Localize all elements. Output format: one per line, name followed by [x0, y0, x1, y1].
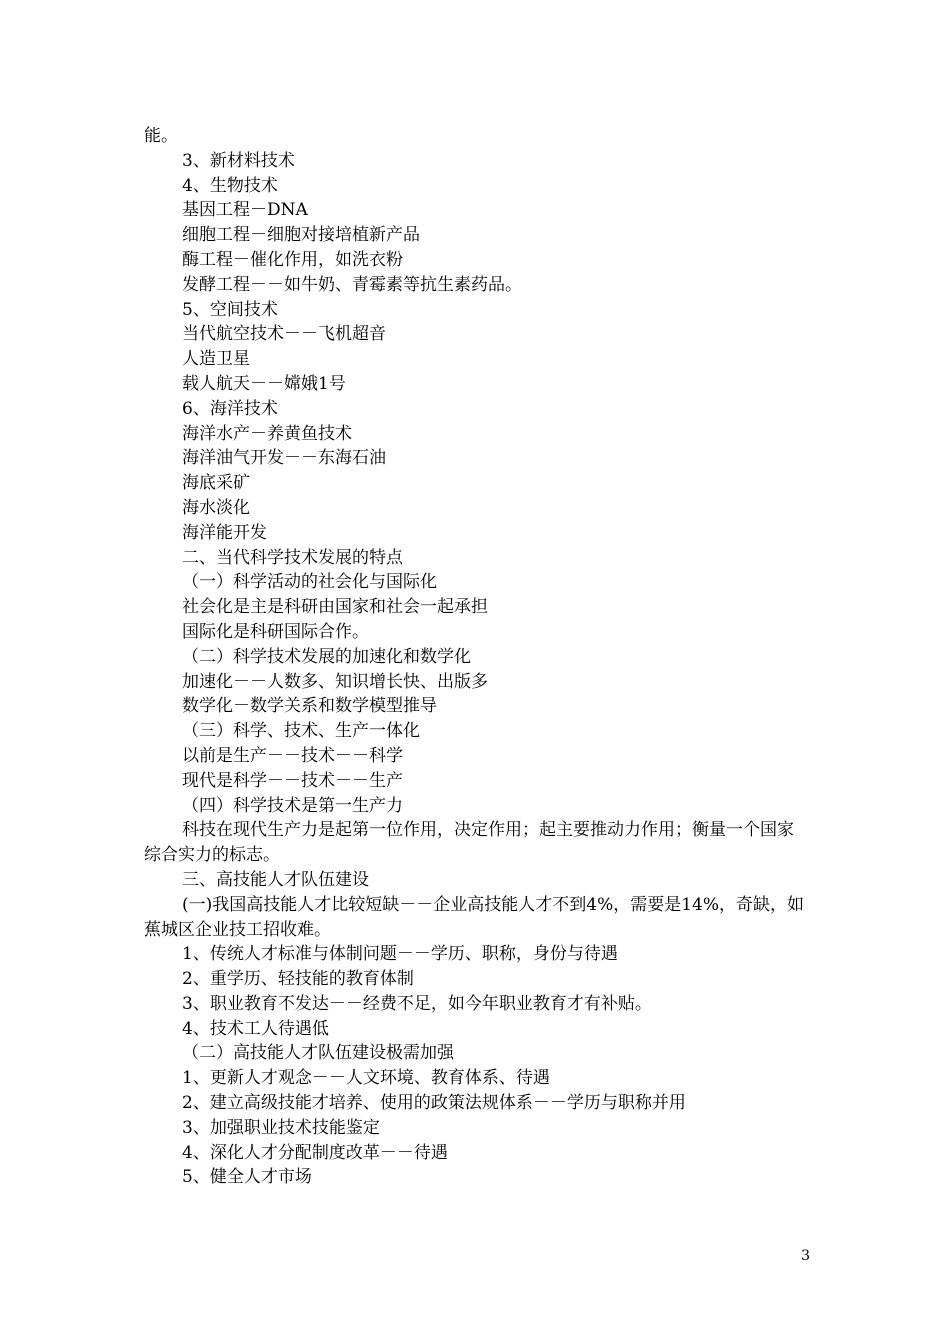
paragraph: 4、技术工人待遇低	[182, 1018, 329, 1039]
paragraph: 4、生物技术	[182, 175, 278, 196]
paragraph: 能。	[144, 126, 178, 146]
paragraph: 加速化－－人数多、知识增长快、出版多	[182, 671, 488, 692]
paragraph: 国际化是科研国际合作。	[182, 621, 369, 642]
paragraph: （二）高技能人才队伍建设极需加强	[182, 1043, 454, 1064]
paragraph: 5、空间技术	[182, 299, 278, 320]
paragraph: 社会化是主是科研由国家和社会一起承担	[182, 597, 488, 618]
paragraph: 3、新材料技术	[182, 150, 295, 171]
document-body	[144, 124, 806, 1190]
paragraph: 三、高技能人才队伍建设	[182, 869, 369, 890]
paragraph: 发酵工程－－如牛奶、青霉素等抗生素药品。	[182, 274, 522, 295]
paragraph: 海洋水产－养黄鱼技术	[182, 423, 352, 444]
paragraph: 基因工程－DNA	[182, 200, 308, 221]
paragraph: 6、海洋技术	[182, 398, 278, 419]
paragraph: 海底采矿	[182, 473, 250, 494]
paragraph: 当代航空技术－－飞机超音	[182, 324, 386, 345]
paragraph: （一）科学活动的社会化与国际化	[182, 572, 437, 593]
paragraph: 酶工程－催化作用，如洗衣粉	[182, 249, 403, 270]
paragraph: 海水淡化	[182, 497, 250, 518]
paragraph: 科技在现代生产力是起第一位作用，决定作用；起主要推动力作用；衡量一个国家综合实力的标志。	[144, 820, 794, 866]
paragraph: 二、当代科学技术发展的特点	[182, 547, 403, 568]
paragraph: 5、健全人才市场	[182, 1167, 312, 1188]
paragraph: 3、职业教育不发达－－经费不足，如今年职业教育才有补贴。	[182, 993, 652, 1014]
paragraph: 3、加强职业技术技能鉴定	[182, 1117, 380, 1138]
paragraph: 人造卫星	[182, 349, 250, 370]
paragraph: 细胞工程－细胞对接培植新产品	[182, 225, 420, 246]
paragraph: 海洋能开发	[182, 522, 267, 543]
paragraph: 载人航天－－嫦娥1号	[182, 373, 346, 394]
paragraph: 海洋油气开发－－东海石油	[182, 448, 386, 469]
paragraph: 以前是生产－－技术－－科学	[182, 745, 403, 766]
paragraph: (一)我国高技能人才比较短缺－－企业高技能人才不到4%，需要是14%，奇缺，如蕉城区企业技工招收难。	[144, 894, 805, 940]
paragraph: （二）科学技术发展的加速化和数学化	[182, 646, 471, 667]
paragraph: 2、建立高级技能才培养、使用的政策法规体系－－学历与职称并用	[182, 1093, 686, 1114]
page-number: 3	[801, 1248, 810, 1264]
paragraph: （四）科学技术是第一生产力	[182, 795, 403, 816]
paragraph: 1、传统人才标准与体制问题－－学历、职称，身份与待遇	[182, 944, 618, 965]
paragraph: 数学化－数学关系和数学模型推导	[182, 696, 437, 717]
paragraph: 4、深化人才分配制度改革－－待遇	[182, 1142, 448, 1163]
paragraph: 1、更新人才观念－－人文环境、教育体系、待遇	[182, 1068, 550, 1089]
paragraph: 现代是科学－－技术－－生产	[182, 770, 403, 791]
paragraph: （三）科学、技术、生产一体化	[182, 721, 420, 742]
paragraph: 2、重学历、轻技能的教育体制	[182, 969, 414, 990]
